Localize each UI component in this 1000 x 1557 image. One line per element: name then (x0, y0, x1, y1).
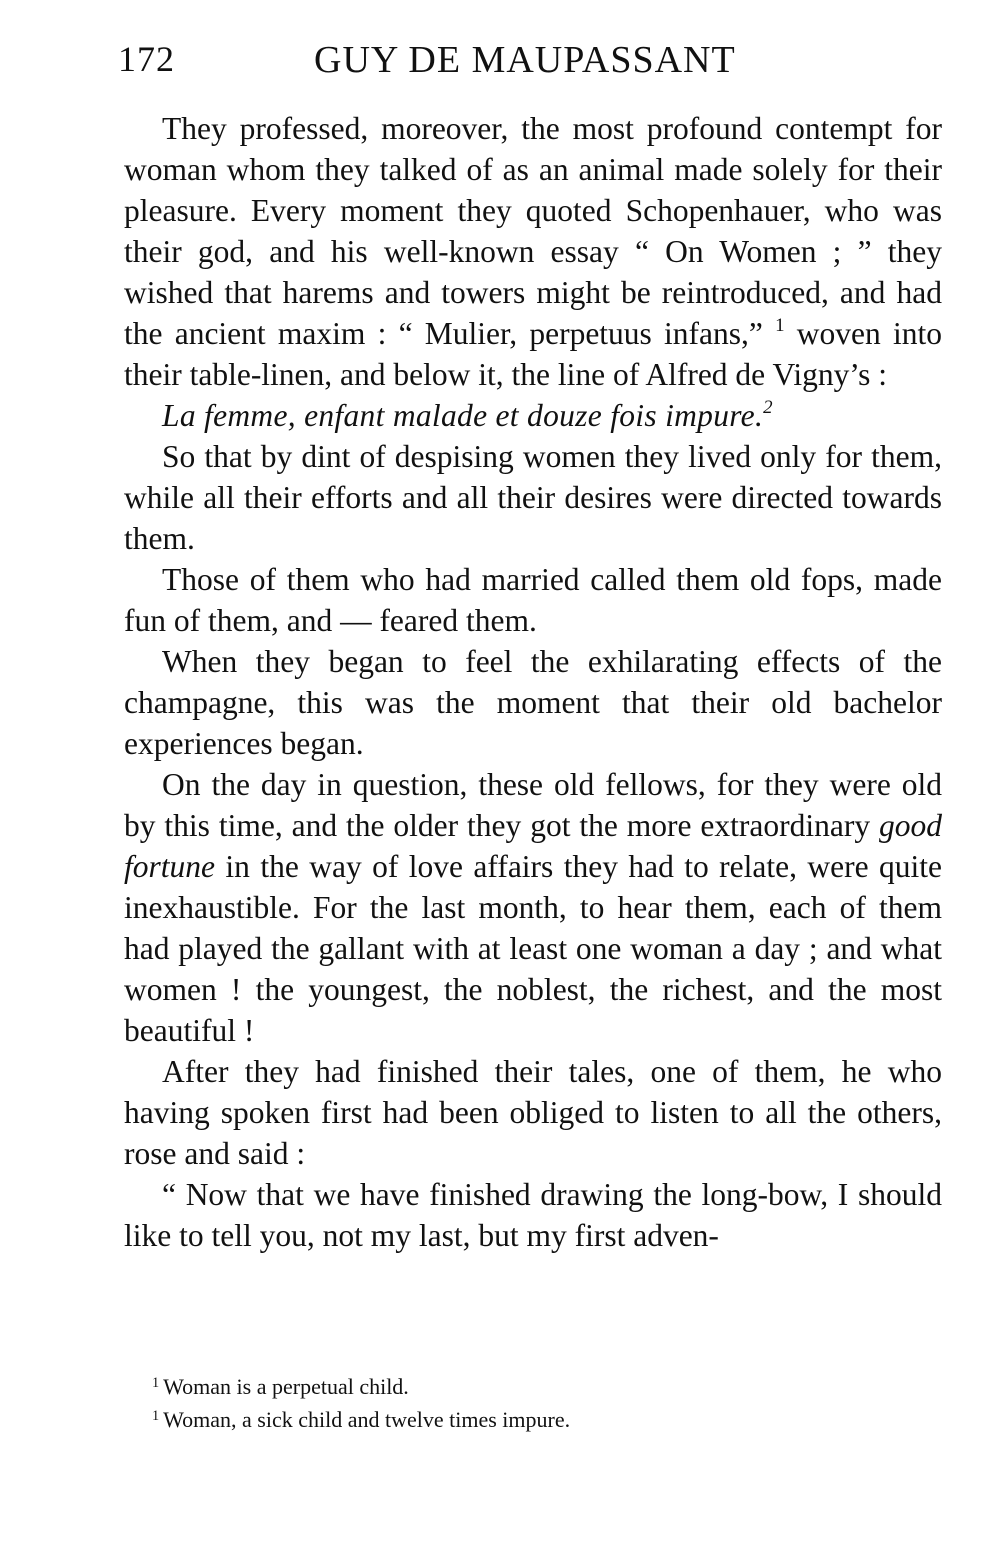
paragraph: “ Now that we have finished drawing the long-bow, I should like to tell you, not my last, but my first adven- (124, 1177, 942, 1253)
footnote (152, 1403, 852, 1436)
paragraph-text: woven into their table-linen, and below it, the line of Alfred de Vigny’s : (124, 316, 942, 392)
footnote-text: Woman is a perpetual child. (163, 1374, 409, 1399)
emphasis-text: good fortune (124, 808, 942, 884)
footnote-ref: 2 (763, 396, 773, 418)
paragraph: When they began to feel the exhilarating effects of the champagne, this was the moment that their old bachelor experiences began. (124, 644, 942, 761)
verse-text: La femme, enfant malade et douze fois impure. (162, 398, 764, 433)
verse-quote (124, 395, 942, 436)
footnote-ref: 1 (775, 314, 785, 336)
paragraph: Those of them who had married called them old fops, made fun of them, and — feared them. (124, 562, 942, 638)
paragraph: So that by dint of despising women they lived only for them, while all their efforts and all their desires were directed towards them. (124, 439, 942, 556)
body-text (124, 108, 942, 1256)
paragraph (124, 764, 942, 1051)
paragraph (124, 108, 942, 395)
paragraph-text: On the day in question, these old fellows, for they were old by this time, and the older they got the more extraordinary (124, 767, 942, 843)
footnote-text: Woman, a sick child and twelve times impure. (163, 1407, 571, 1432)
footnote-mark: 1 (152, 1407, 160, 1424)
paragraph: After they had finished their tales, one of them, he who having spoken first had been obliged to listen to all the others, rose and said : (124, 1054, 942, 1171)
footnote (152, 1370, 852, 1403)
paragraph-text: in the way of love affairs they had to relate, were quite inexhaustible. For the last month, to hear them, each of them had played the gallant with at least one woman a day ; and what women ! the youngest, the noblest, the richest, and the most beautiful ! (124, 849, 942, 1048)
footnotes (152, 1370, 852, 1436)
footnote-mark: 1 (152, 1374, 160, 1391)
page-number: 172 (118, 39, 175, 79)
running-title: GUY DE MAUPASSANT (314, 39, 736, 81)
paragraph-text: They professed, moreover, the most profound contempt for woman whom they talked of as an animal made solely for their pleasure. Every moment they quoted Schopenhauer, who was their god, and his well-known essay “ On Women ; ” they wished that harems and towers might be reintroduced, and had the ancient maxim : “ Mulier, perpetuus infans,” (124, 111, 942, 351)
running-head (118, 38, 878, 88)
